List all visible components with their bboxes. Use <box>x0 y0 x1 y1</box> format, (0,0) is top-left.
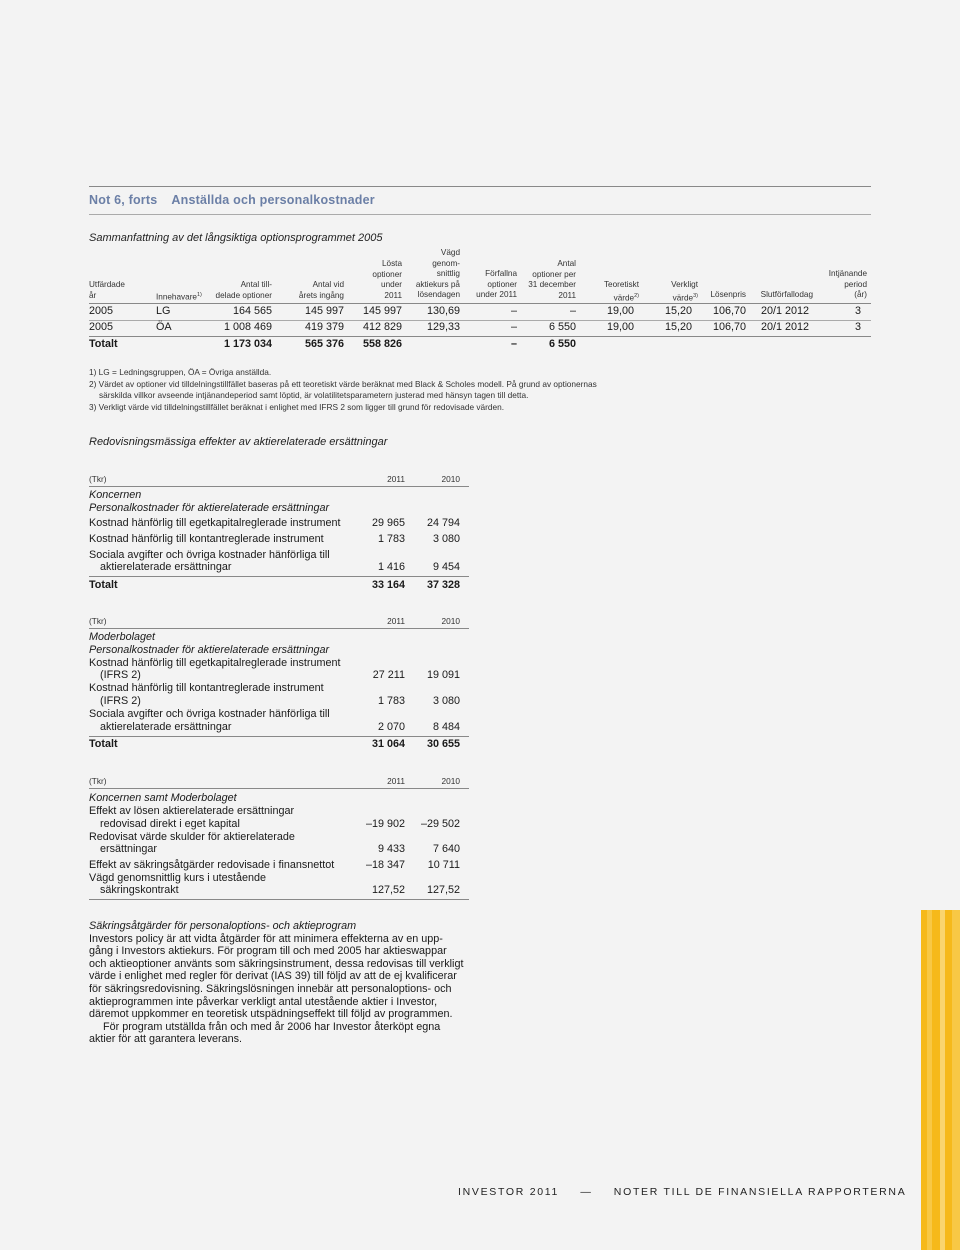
col-losta: Lösta optioner under 2011 <box>372 259 402 300</box>
header-rule <box>89 486 469 487</box>
table-row: Kostnad hänförlig till egetkapitalreglerade instrument <box>89 657 341 669</box>
col-losenpris: Lösenpris <box>710 290 746 299</box>
note-title <box>89 193 375 207</box>
row-rule <box>89 336 871 337</box>
footer-brand: INVESTOR 2011 <box>458 1186 560 1198</box>
col-ingang: Antal vid årets ingång <box>298 280 344 300</box>
col-innehavare: Innehavare$^{1)}$ <box>156 292 202 302</box>
table-row-cont: ersättningar 9 433 7 640 <box>100 843 460 855</box>
col-intjanande: Intjänande period (år) <box>828 269 867 299</box>
table-row: Kostnad hänförlig till kontantreglerade instrument 1 783 3 080 <box>89 533 460 545</box>
stripe <box>952 910 960 1250</box>
col-vagd: Vägd genom- snittlig aktiekurs på lösendagen <box>415 248 460 299</box>
col-antal-dec: Antal optioner per 31 december 2011 <box>528 259 576 300</box>
col-utfardade: Utfärdade år <box>89 280 125 300</box>
total-row: Totalt 31 064 30 655 <box>89 738 460 750</box>
options-header-rule <box>89 303 871 304</box>
group-label: Koncernen samt Moderbolaget <box>89 792 237 804</box>
table-row: Vägd genomsnittlig kurs i utestående <box>89 872 267 884</box>
header-rule <box>89 788 469 789</box>
total-row: Totalt 33 164 37 328 <box>89 579 460 591</box>
sub-label: Personalkostnader för aktierelaterade ersättningar <box>89 644 330 656</box>
table-row: Sociala avgifter och övriga kostnader hänförliga till <box>89 549 330 561</box>
table-row-cont: (IFRS 2) 1 783 3 080 <box>100 695 460 707</box>
table-header: (Tkr) 2011 2010 <box>89 776 460 786</box>
hedging-section <box>89 920 469 1046</box>
stripe <box>945 910 952 1250</box>
total-rule <box>89 576 469 577</box>
table-row-cont: aktierelaterade ersättningar 1 416 9 454 <box>100 561 460 573</box>
paragraph-line: aktier för att garantera leverans. <box>89 1033 243 1046</box>
total-row: Totalt 1 173 034 565 376 558 826 – 6 550 <box>89 338 576 350</box>
table-row: Effekt av säkringsåtgärder redovisade i finansnettot –18 347 10 711 <box>89 859 460 871</box>
paragraph-line: aktieprogrammen inte påverkar verkligt antal utestående aktier i Investor, <box>89 995 438 1008</box>
paragraph-line: för säkringsredovisning. Säkringslösningen innebär att personaloptions- och <box>89 982 452 995</box>
col-teoretiskt: Teoretiskt värde$^{2)}$ <box>603 280 639 303</box>
sub-label: Personalkostnader för aktierelaterade ersättningar <box>89 502 330 514</box>
paragraph-line: och aktieoptioner använts som säkringsinstrument, dessa redovisas till verkligt <box>89 957 464 970</box>
page-footer <box>458 1186 936 1198</box>
paragraph-line: däremot uppkommer en teoretisk utspädningseffekt till följd av programmen. <box>89 1008 453 1021</box>
col-verkligt: Verkligt värde$^{3)}$ <box>671 280 698 303</box>
table-row-cont: aktierelaterade ersättningar 2 070 8 484 <box>100 721 460 733</box>
table-row: Kostnad hänförlig till kontantreglerade instrument <box>89 682 324 694</box>
note-heading: Anställda och personalkostnader <box>171 193 375 207</box>
table-row: Redovisat värde skulder för aktierelaterade <box>89 831 295 843</box>
paragraph-line: gång i Investors aktiekurs. För program till och med 2005 har aktieswappar <box>89 945 447 958</box>
paragraph-line: Investors policy är att vidta åtgärder för att minimera effekterna av en upp- <box>89 932 443 945</box>
footer-dash: — <box>580 1186 593 1198</box>
paragraph-line: För program utställda från och med år 2006 har Investor återköpt egna <box>103 1020 441 1033</box>
paragraph-line: värde i enlighet med regler för derivat (IAS 39) till följd av att de ej kvalificerar <box>89 970 457 983</box>
title-rule <box>89 214 871 215</box>
stripe <box>932 910 940 1250</box>
table-row: 2005 ÖA 1 008 469 419 379 412 829 129,33 – 6 550 19,00 15,20 106,70 20/1 2012 3 <box>89 321 861 333</box>
table-bottom-rule <box>89 899 469 900</box>
table-row: 2005 LG 164 565 145 997 145 997 130,69 – – 19,00 15,20 106,70 20/1 2012 3 <box>89 305 861 317</box>
effects-heading: Redovisningsmässiga effekter av aktierelaterade ersättningar <box>89 436 388 448</box>
hedging-heading: Säkringsåtgärder för personaloptions- och aktieprogram <box>89 920 357 932</box>
note-number: Not 6, forts <box>89 193 158 207</box>
group-label: Koncernen <box>89 489 142 501</box>
options-heading: Sammanfattning av det långsiktiga optionsprogrammet 2005 <box>89 232 383 244</box>
table-row: Effekt av lösen aktierelaterade ersättningar <box>89 805 295 817</box>
top-rule <box>89 186 871 187</box>
table-header: (Tkr) 2011 2010 <box>89 616 460 626</box>
table-row: Kostnad hänförlig till egetkapitalreglerade instrument 29 965 24 794 <box>89 517 460 529</box>
col-slutforfallodag: Slutförfallodag <box>760 290 813 299</box>
header-rule <box>89 628 469 629</box>
decorative-stripes <box>921 910 960 1250</box>
table-row: Sociala avgifter och övriga kostnader hänförliga till <box>89 708 330 720</box>
table-row-cont: säkringskontrakt 127,52 127,52 <box>100 884 460 896</box>
table-header: (Tkr) 2011 2010 <box>89 474 460 484</box>
group-label: Moderbolaget <box>89 631 156 643</box>
footnotes: 1) LG = Ledningsgruppen, ÖA = Övriga anställda. 2) Värdet av optioner vid tilldelningstillfället baseras på ett teoretiskt värde beräknat med Black & Scholes modell. På grund av optionernas särskilda villkor avseende intjänandeperiod samt löptid, är volatilitetsparametern justerad med hänsyn tagen till detta. 3) Verkligt värde vid tilldelningstillfället beräknat i enlighet med IFRS 2 som ligger till grund för redovisade värden. <box>89 367 597 413</box>
col-tilldelade: Antal till- delade optioner <box>215 280 272 300</box>
total-rule <box>89 736 469 737</box>
footer-section: NOTER TILL DE FINANSIELLA RAPPORTERNA <box>613 1186 906 1198</box>
table-row-cont: (IFRS 2) 27 211 19 091 <box>100 669 460 681</box>
table-row-cont: redovisad direkt i eget kapital –19 902 –29 502 <box>100 818 460 830</box>
col-forfallna: Förfallna optioner under 2011 <box>476 269 517 299</box>
